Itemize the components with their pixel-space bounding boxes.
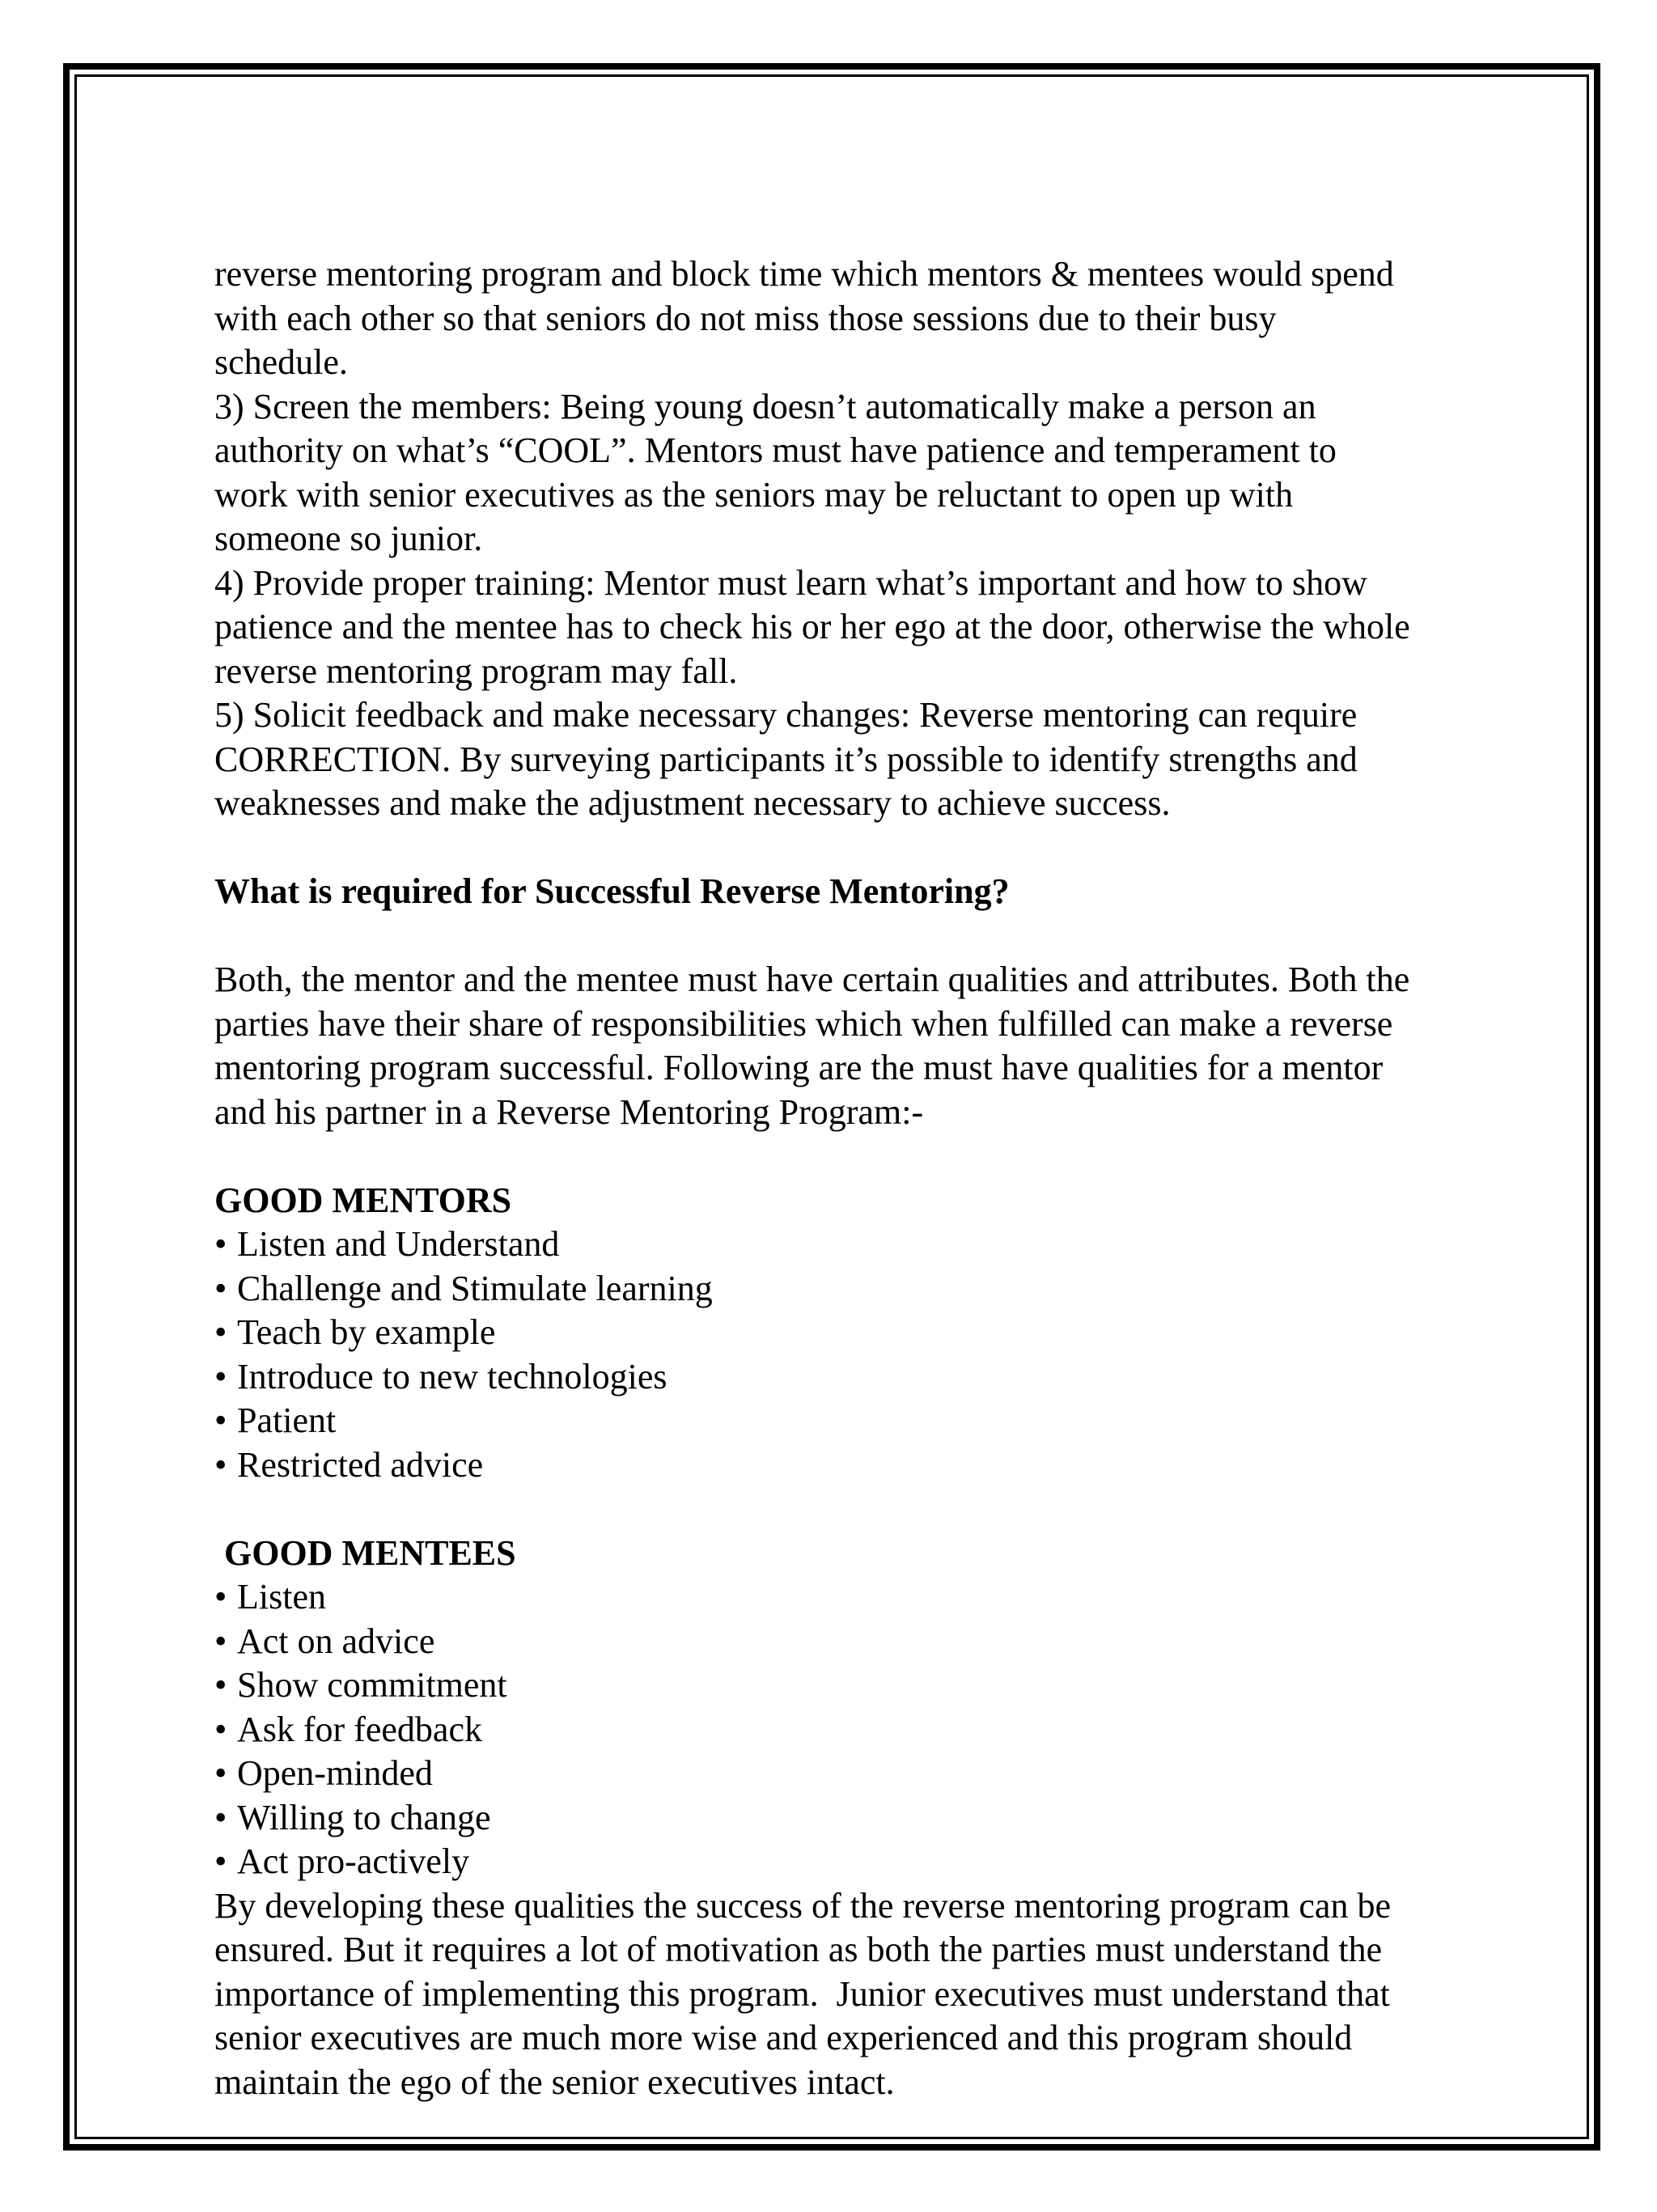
text-line: mentoring program successful. Following are the must have qualities for a mentor bbox=[214, 1048, 1384, 1087]
step-5 bbox=[214, 693, 1509, 826]
bullet-icon: • bbox=[214, 1797, 227, 1837]
list-item bbox=[214, 1752, 1509, 1796]
text-line: By developing these qualities the success of the reverse mentoring program can be bbox=[214, 1885, 1391, 1926]
list-item-text: Act pro-actively bbox=[237, 1841, 470, 1881]
mentors-list bbox=[214, 1223, 1509, 1487]
step-4 bbox=[214, 561, 1509, 694]
list-item-text: Listen bbox=[237, 1577, 326, 1617]
text-line: parties have their share of responsibilities which when fulfilled can make a reverse bbox=[214, 1003, 1393, 1044]
spacer bbox=[214, 1134, 1509, 1179]
text-line: maintain the ego of the senior executives intact. bbox=[214, 2062, 895, 2102]
list-item bbox=[214, 1663, 1509, 1708]
list-item-text: Patient bbox=[237, 1401, 337, 1440]
bullet-icon: • bbox=[214, 1224, 227, 1264]
list-item-text: Restricted advice bbox=[237, 1444, 484, 1485]
list-item bbox=[214, 1796, 1509, 1841]
section-paragraph bbox=[214, 958, 1509, 1134]
list-item-text: Listen and Understand bbox=[237, 1224, 560, 1264]
mentees-list bbox=[214, 1575, 1509, 1884]
text-line: senior executives are much more wise and experienced and this program should bbox=[214, 2018, 1353, 2057]
list-item bbox=[214, 1223, 1509, 1267]
text-line: patience and the mentee has to check his or her ego at the door, otherwise the whole bbox=[214, 607, 1410, 646]
intro-paragraph bbox=[214, 252, 1509, 385]
bullet-icon: • bbox=[214, 1312, 227, 1352]
text-line: importance of implementing this program. Junior executives must understand that bbox=[214, 1973, 1390, 2014]
list-item-text: Ask for feedback bbox=[237, 1709, 482, 1749]
list-item bbox=[214, 1311, 1509, 1355]
mentors-heading: GOOD MENTORS bbox=[214, 1180, 512, 1220]
bullet-icon: • bbox=[214, 1709, 227, 1749]
list-item-text: Act on advice bbox=[237, 1621, 435, 1661]
step-3 bbox=[214, 385, 1509, 561]
bullet-icon: • bbox=[214, 1621, 227, 1661]
text-line: CORRECTION. By surveying participants it’s possible to identify strengths and bbox=[214, 739, 1358, 779]
list-item-text: Introduce to new technologies bbox=[237, 1356, 667, 1396]
text-line: 5) Solicit feedback and make necessary changes: Reverse mentoring can require bbox=[214, 695, 1358, 735]
spacer bbox=[214, 826, 1509, 871]
text-line: authority on what’s “COOL”. Mentors must have patience and temperament to bbox=[214, 430, 1337, 470]
list-item bbox=[214, 1399, 1509, 1443]
list-item bbox=[214, 1708, 1509, 1752]
section-heading: What is required for Successful Reverse Mentoring? bbox=[214, 871, 1010, 911]
bullet-icon: • bbox=[214, 1841, 227, 1881]
bullet-icon: • bbox=[214, 1577, 227, 1617]
spacer bbox=[214, 914, 1509, 959]
document-body bbox=[214, 252, 1509, 2104]
list-item bbox=[214, 1575, 1509, 1620]
bullet-icon: • bbox=[214, 1268, 227, 1308]
list-item-text: Open-minded bbox=[237, 1753, 433, 1793]
list-item bbox=[214, 1443, 1509, 1488]
bullet-icon: • bbox=[214, 1665, 227, 1705]
spacer bbox=[214, 1487, 1509, 1532]
closing-paragraph bbox=[214, 1884, 1509, 2105]
list-item-text: Willing to change bbox=[237, 1797, 491, 1837]
text-line: reverse mentoring program and block time which mentors & mentees would spend bbox=[214, 254, 1394, 294]
bullet-icon: • bbox=[214, 1444, 227, 1485]
text-line: weaknesses and make the adjustment necessary to achieve success. bbox=[214, 783, 1171, 823]
list-item-text: Show commitment bbox=[237, 1665, 507, 1705]
bullet-icon: • bbox=[214, 1753, 227, 1793]
list-item bbox=[214, 1267, 1509, 1312]
text-line: 4) Provide proper training: Mentor must learn what’s important and how to show bbox=[214, 562, 1367, 603]
bullet-icon: • bbox=[214, 1356, 227, 1396]
list-item bbox=[214, 1840, 1509, 1884]
text-line: someone so junior. bbox=[214, 519, 483, 558]
mentees-heading: GOOD MENTEES bbox=[224, 1532, 516, 1573]
text-line: reverse mentoring program may fall. bbox=[214, 650, 738, 691]
text-line: 3) Screen the members: Being young doesn’t automatically make a person an bbox=[214, 386, 1316, 426]
text-line: Both, the mentor and the mentee must have certain qualities and attributes. Both the bbox=[214, 960, 1410, 999]
list-item-text: Challenge and Stimulate learning bbox=[237, 1268, 713, 1308]
text-line: ensured. But it requires a lot of motivation as both the parties must understand the bbox=[214, 1930, 1383, 1969]
text-line: and his partner in a Reverse Mentoring Program:- bbox=[214, 1091, 924, 1132]
text-line: with each other so that seniors do not miss those sessions due to their busy bbox=[214, 298, 1277, 338]
bullet-icon: • bbox=[214, 1401, 227, 1440]
list-item bbox=[214, 1355, 1509, 1400]
text-line: work with senior executives as the seniors may be reluctant to open up with bbox=[214, 474, 1294, 515]
text-line: schedule. bbox=[214, 342, 348, 382]
list-item bbox=[214, 1620, 1509, 1664]
list-item-text: Teach by example bbox=[237, 1312, 496, 1352]
